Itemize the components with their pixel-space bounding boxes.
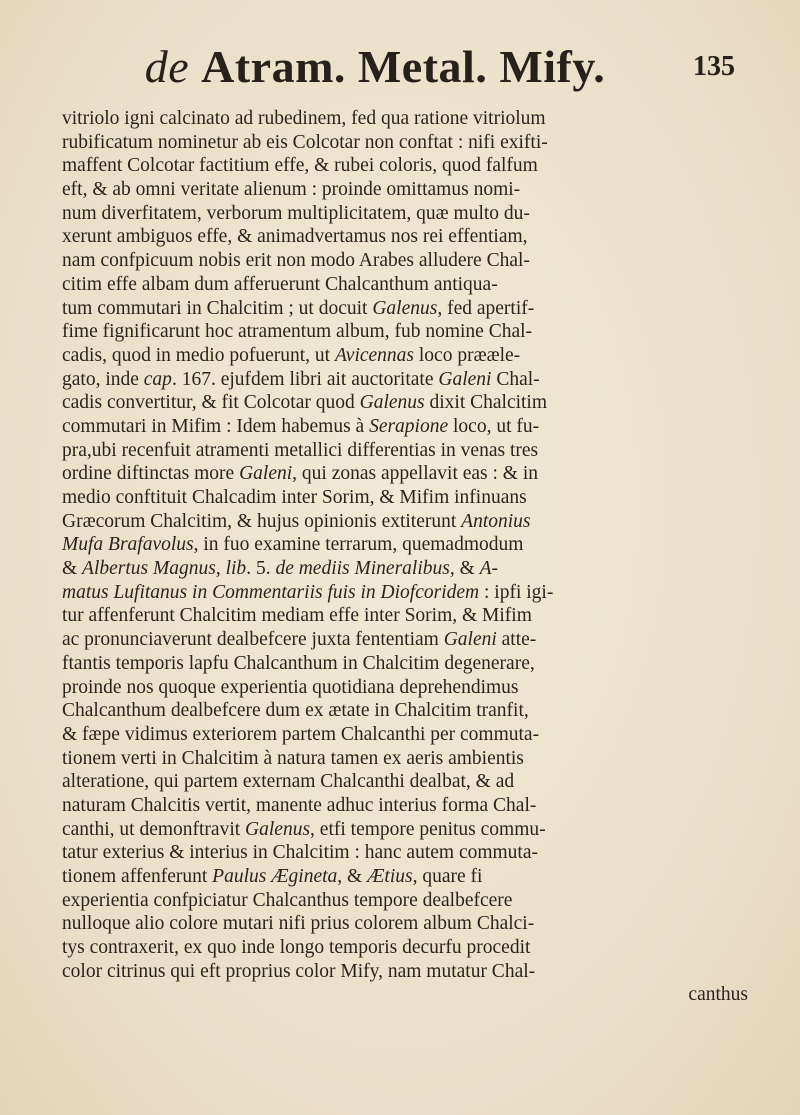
text-line bbox=[62, 794, 752, 818]
text-line bbox=[62, 320, 752, 344]
text-line bbox=[62, 960, 752, 984]
text-line bbox=[62, 344, 752, 368]
italic-text-segment: Galenus bbox=[359, 392, 425, 414]
text-line bbox=[62, 415, 752, 439]
text-line bbox=[62, 202, 752, 226]
text-line bbox=[62, 770, 752, 794]
running-header bbox=[0, 40, 800, 100]
text-segment: , & bbox=[449, 558, 480, 580]
text-line bbox=[62, 297, 752, 321]
text-line bbox=[62, 486, 752, 510]
text-segment: , bbox=[215, 558, 226, 580]
text-line bbox=[62, 249, 752, 273]
text-segment: , qui zonas appellavit eas : & in bbox=[292, 463, 539, 485]
text-line bbox=[62, 676, 752, 700]
text-line bbox=[62, 368, 752, 392]
text-segment: tur affenferunt Chalcitim mediam effe inter Sorim, & Mifim bbox=[62, 605, 532, 627]
text-line bbox=[62, 604, 752, 628]
text-line bbox=[62, 818, 752, 842]
italic-text-segment: Galeni bbox=[443, 629, 497, 651]
text-segment: pra,ubi recenfuit atramenti metallici differentias in venas tres bbox=[62, 439, 539, 461]
text-segment: loco, ut fu- bbox=[448, 415, 540, 437]
text-segment: ac pronunciaverunt dealbefcere juxta fententiam bbox=[62, 629, 444, 651]
text-segment: rubificatum nominetur ab eis Colcotar non conftat : nifi exifti- bbox=[62, 131, 548, 153]
text-segment: Græcorum Chalcitim, & hujus opinionis extiterunt bbox=[62, 510, 462, 532]
text-segment: fime fignificarunt hoc atramentum album, fub nomine Chal- bbox=[62, 321, 533, 343]
text-segment: proinde nos quoque experientia quotidiana deprehendimus bbox=[62, 676, 519, 698]
text-segment: ordine diftinctas more bbox=[62, 463, 240, 485]
text-line bbox=[62, 983, 752, 1007]
italic-text-segment: Avicennas bbox=[334, 344, 415, 366]
italic-text-segment: Galeni bbox=[438, 368, 492, 390]
text-segment: dixit Chalcitim bbox=[424, 392, 548, 414]
text-segment: cadis, quod in medio pofuerunt, ut bbox=[62, 344, 335, 366]
text-line bbox=[62, 652, 752, 676]
text-segment: atte- bbox=[496, 629, 537, 651]
page-number: 135 bbox=[693, 51, 735, 82]
text-segment: vitriolo igni calcinato ad rubedinem, fed qua ratione vitriolum bbox=[62, 108, 546, 129]
text-line bbox=[62, 391, 752, 415]
italic-text-segment: Albertus Magnus bbox=[82, 558, 216, 580]
text-line bbox=[62, 581, 752, 605]
text-segment: xerunt ambiguos effe, & animadvertamus nos rei effentiam, bbox=[62, 226, 528, 248]
text-line bbox=[62, 747, 752, 771]
text-segment: tatur exterius & interius in Chalcitim : hanc autem commuta- bbox=[62, 842, 538, 864]
text-line bbox=[62, 723, 752, 747]
text-line bbox=[62, 225, 752, 249]
text-segment: naturam Chalcitis vertit, manente adhuc interius forma Chal- bbox=[62, 794, 537, 816]
text-line bbox=[62, 533, 752, 557]
body-text bbox=[62, 107, 752, 1007]
text-line bbox=[62, 131, 752, 155]
italic-text-segment: lib bbox=[225, 558, 247, 580]
text-line bbox=[62, 936, 752, 960]
text-segment: loco prææle- bbox=[414, 344, 521, 366]
text-line bbox=[62, 107, 752, 131]
italic-text-segment: Galenus bbox=[245, 818, 311, 840]
text-line bbox=[62, 841, 752, 865]
text-segment: tionem verti in Chalcitim à natura tamen ex aeris ambientis bbox=[62, 747, 524, 769]
italic-text-segment: Paulus Ægineta bbox=[212, 866, 338, 887]
text-segment: , fed apertif- bbox=[437, 297, 535, 319]
text-segment: : ipfi igi- bbox=[479, 581, 554, 603]
text-segment: commutari in Mifim : Idem habemus à bbox=[62, 415, 370, 437]
italic-text-segment: matus Lufitanus in Commentariis fuis in Diofcoridem bbox=[62, 581, 480, 603]
running-title-main: Atram. Metal. Mify. bbox=[201, 41, 606, 92]
text-line bbox=[62, 557, 752, 581]
text-line bbox=[62, 462, 752, 486]
italic-text-segment: cap bbox=[143, 368, 172, 390]
text-line bbox=[62, 889, 752, 913]
text-segment: tys contraxerit, ex quo inde longo temporis decurfu procedit bbox=[62, 937, 531, 959]
italic-text-segment: Serapione bbox=[369, 415, 449, 437]
text-segment: canthi, ut demonftravit bbox=[62, 818, 246, 840]
text-segment: , & bbox=[337, 866, 368, 887]
text-line bbox=[62, 178, 752, 202]
text-segment: , etfi tempore penitus commu- bbox=[310, 818, 546, 840]
running-title bbox=[140, 40, 610, 94]
italic-text-segment: Galeni bbox=[239, 463, 293, 485]
text-segment: & bbox=[62, 558, 83, 580]
text-segment: color citrinus qui eft proprius color Mify, nam mutatur Chal- bbox=[62, 960, 536, 982]
text-segment: , in fuo examine terrarum, quemadmodum bbox=[193, 534, 524, 556]
text-segment: canthus bbox=[688, 984, 748, 1006]
text-line bbox=[62, 912, 752, 936]
text-line bbox=[62, 154, 752, 178]
text-segment: citim effe albam dum afferuerunt Chalcanthum antiqua- bbox=[62, 273, 498, 295]
italic-text-segment: de mediis Mineralibus bbox=[275, 558, 450, 580]
italic-text-segment: A- bbox=[479, 558, 499, 580]
text-segment: alteratione, qui partem externam Chalcanthi dealbat, & ad bbox=[62, 771, 515, 793]
text-segment: num diverfitatem, verborum multiplicitatem, quæ multo du- bbox=[62, 202, 530, 224]
text-segment: . 167. ejufdem libri ait auctoritate bbox=[171, 368, 439, 390]
text-segment: medio conftituit Chalcadim inter Sorim, & Mifim infinuans bbox=[62, 487, 527, 508]
italic-text-segment: Ætius bbox=[367, 866, 413, 887]
text-segment: nulloque alio colore mutari nifi prius colorem album Chalci- bbox=[62, 913, 535, 935]
running-title-prefix: de bbox=[144, 41, 190, 92]
text-segment: eft, & ab omni veritate alienum : proinde omittamus nomi- bbox=[62, 179, 521, 201]
text-segment: tum commutari in Chalcitim ; ut docuit bbox=[62, 297, 373, 319]
text-segment: experientia confpiciatur Chalcanthus tempore dealbefcere bbox=[62, 889, 513, 911]
text-line bbox=[62, 273, 752, 297]
text-line bbox=[62, 439, 752, 463]
text-segment: Chal- bbox=[491, 368, 540, 390]
text-segment: . 5. bbox=[246, 558, 276, 580]
text-line bbox=[62, 865, 752, 889]
text-line bbox=[62, 628, 752, 652]
italic-text-segment: Antonius bbox=[461, 510, 531, 532]
text-line bbox=[62, 699, 752, 723]
text-segment: , quare fi bbox=[412, 866, 483, 887]
italic-text-segment: Galenus bbox=[372, 297, 438, 319]
text-segment: gato, inde bbox=[62, 368, 144, 390]
text-segment: maffent Colcotar factitium effe, & rubei coloris, quod falfum bbox=[62, 155, 538, 177]
text-segment: cadis convertitur, & fit Colcotar quod bbox=[62, 392, 360, 414]
text-segment: nam confpicuum nobis erit non modo Arabes alludere Chal- bbox=[62, 250, 530, 272]
italic-text-segment: Mufa Brafavolus bbox=[62, 534, 194, 556]
text-line bbox=[62, 510, 752, 534]
text-segment: tionem affenferunt bbox=[62, 866, 213, 887]
text-segment: ftantis temporis lapfu Chalcanthum in Chalcitim degenerare, bbox=[62, 652, 535, 674]
text-segment: Chalcanthum dealbefcere dum ex ætate in Chalcitim tranfit, bbox=[62, 700, 529, 722]
text-segment: & fæpe vidimus exteriorem partem Chalcanthi per commuta- bbox=[62, 723, 540, 745]
